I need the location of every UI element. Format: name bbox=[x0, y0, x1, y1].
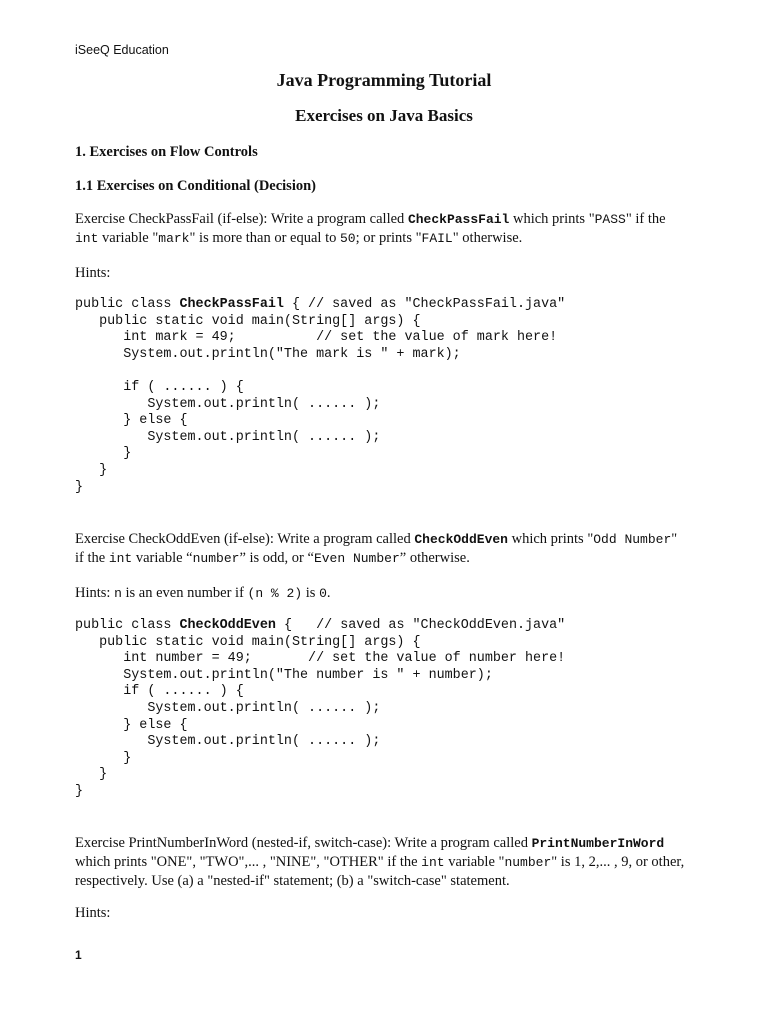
section-heading-1-1: 1.1 Exercises on Conditional (Decision) bbox=[75, 178, 316, 194]
header-org: iSeeQ Education bbox=[75, 43, 169, 57]
page-title: Java Programming Tutorial bbox=[276, 70, 492, 90]
hints-label-3: Hints: bbox=[75, 905, 111, 921]
class-name-checkoddeven: CheckOddEven bbox=[414, 532, 508, 547]
exercise-checkpassfail: Exercise CheckPassFail (if-else): Write a program called CheckPassFail which prints "PASS" if the int variable "mark" is more than or equal to 50; or prints "FAIL" otherwise. bbox=[75, 211, 666, 246]
code-block-checkoddeven: public class CheckOddEven { // saved as "CheckOddEven.java" public static void main(String[] args) { int number = 49; // set the value of number here! System.out.println("The number is " + number); if ( ...... ) { System.out.println( ...... ); } else { System.out.println( ...... ); } } } bbox=[75, 618, 566, 799]
code-block-checkpassfail: public class CheckPassFail { // saved as "CheckPassFail.java" public static void main(String[] args) { int mark = 49; // set the value of mark here! System.out.println("The mark is " + mark); if ( ...... ) { System.out.println( ...... ); } else { System.out.println( ...... ); } } } bbox=[75, 297, 566, 495]
page-number: 1 bbox=[75, 948, 82, 962]
class-name-checkpassfail: CheckPassFail bbox=[407, 212, 510, 227]
exercise-checkoddeven: Exercise CheckOddEven (if-else): Write a program called CheckOddEven which prints "Odd Number" if the int variable “number” is odd, or “Even Number” otherwise. bbox=[75, 531, 678, 566]
exercise-printnumberinword: Exercise PrintNumberInWord (nested-if, switch-case): Write a program called PrintNumberInWord which prints "ONE", "TWO",... , "NINE", "OTHER" if the int variable "number" is 1, 2,... , 9, or other, respectively. Use (a) a "nested-if" statement; (b) a "switch-case" statement. bbox=[75, 835, 685, 889]
hints-label-1: Hints: bbox=[75, 265, 111, 281]
section-heading-1: 1. Exercises on Flow Controls bbox=[75, 144, 258, 160]
class-name-printnumberinword: PrintNumberInWord bbox=[531, 836, 665, 851]
hints-checkoddeven: Hints: n is an even number if (n % 2) is 0. bbox=[75, 585, 331, 601]
page-subtitle: Exercises on Java Basics bbox=[295, 106, 473, 125]
